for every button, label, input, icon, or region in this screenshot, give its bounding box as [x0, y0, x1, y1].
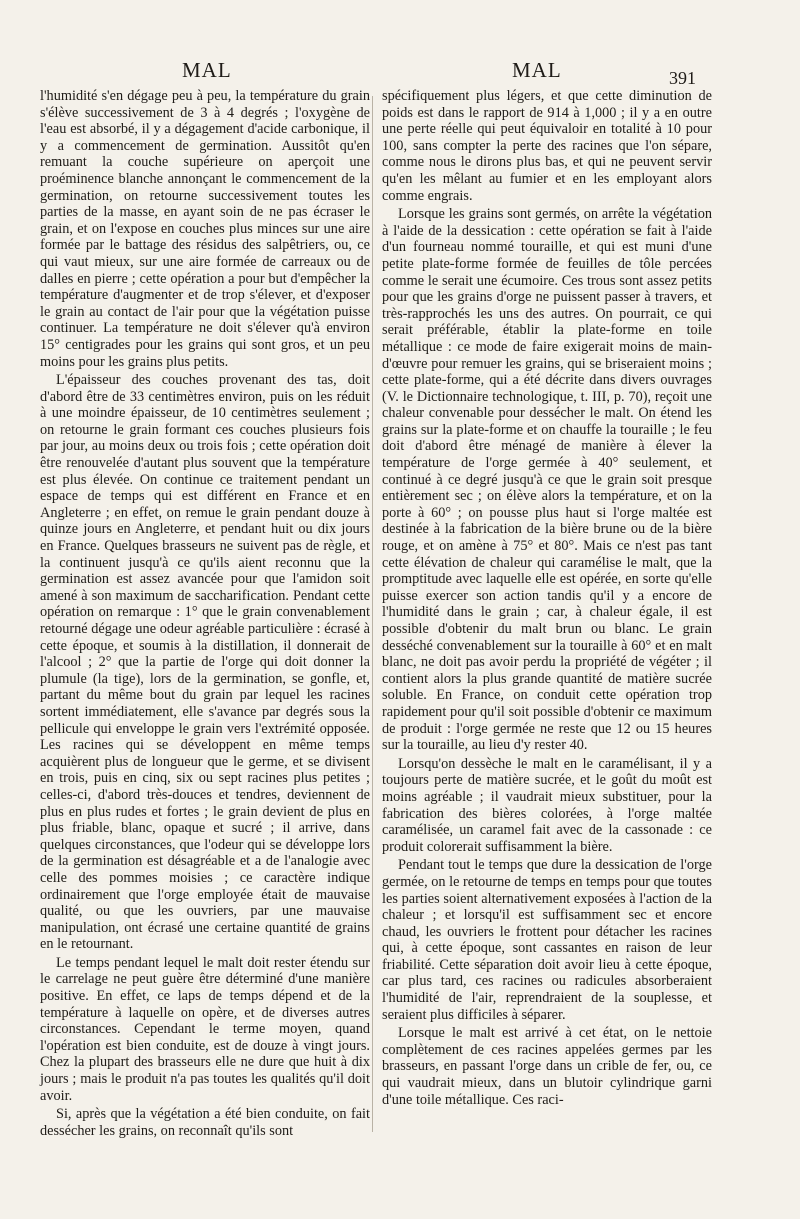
paragraph: Lorsqu'on dessèche le malt en le caramélisant, il y a toujours perte de matière sucrée, et le goût du moût est moins agréable ; il vaudrait mieux substituer, pour la fabrication des bières colorées, à l'orge maltée caramélisée, un caramel fait avec de la cassonade : ce produit colorerait suffisamment la bière. — [382, 755, 712, 855]
left-column — [40, 88, 370, 1139]
running-head-left: MAL — [182, 58, 232, 82]
paragraph: spécifiquement plus légers, et que cette diminution de poids est dans le rapport de 914 à 1,000 ; il y a en outre une perte réelle qui peut équivaloir en totalité à 10 pour 100, sans compter la perte des racines que l'on sépare, comme nous le dirons plus bas, et qui ne peuvent servir qu'en les mêlant au fumier et en les employant alors comme engrais. — [382, 88, 712, 204]
running-head-right: MAL — [512, 58, 562, 82]
paragraph: Le temps pendant lequel le malt doit rester étendu sur le carrelage ne peut guère être déterminé d'une manière positive. En effet, ce laps de temps dépend et de la température à laquelle on opère, et de diverses autres circonstances. Cependant le terme moyen, quand l'opération est bien conduite, est de douze à vingt jours. Chez la plupart des brasseurs elle ne dure que huit à dix jours ; mais le produit n'a pas toutes les qualités qu'il doit avoir. — [40, 954, 370, 1104]
paragraph: L'épaisseur des couches provenant des tas, doit d'abord être de 33 centimètres environ, puis on les réduit à une moindre épaisseur, de 10 centimètres seulement ; on retourne le grain formant ces couches plusieurs fois par jour, au moins deux ou trois fois ; cette opération doit être renouvelée d'autant plus souvent que la température est plus élevée. On continue ce traitement pendant un espace de temps qui est différent en France et en Angleterre ; en effet, on remue le grain pendant douze à quinze jours en Angleterre, et pendant huit ou dix jours en France. Quelques brasseurs ne suivent pas de règle, et la continuent jusqu'à ce qu'ils aient reconnu que la germination est assez avancée pour que l'amidon soit amené à son maximum de saccharification. Pendant cette opération on remarque : 1° que le grain convenablement retourné dégage une odeur agréable particulière : écrasé à cette époque, et soumis à la distillation, il donnerait de l'alcool ; 2° que la partie de l'orge qui doit donner la plumule (la tige), lors de la germination, se gonfle, et, partant du même bout du grain par lequel les racines sortent immédiatement, elle s'avance par degrés sous la pellicule qui enveloppe le grain vers l'extrémité opposée. Les racines qui se développent en même temps acquièrent plus de longueur que le germe, et se divisent en trois, puis en cinq, six ou sept racines plus petites ; celles-ci, d'abord très-douces et tendres, deviennent de plus en plus rudes et fortes ; le grain devient de plus en plus friable, blanc, opaque et sucré ; il arrive, dans quelques circonstances, que l'odeur qui se développe lors de la germination est désagréable et a de l'analogie avec celle des pommes moisies ; ce caractère indique ordinairement que l'orge employée était de mauvaise qualité, ou que les ouvriers, par une mauvaise manipulation, ont écrasé une certaine quantité de grains en le retournant. — [40, 372, 370, 953]
paragraph: Lorsque les grains sont germés, on arrête la végétation à l'aide de la dessication : cette opération se fait à l'aide d'un fourneau nommé touraille, et qui est muni d'une petite plate-forme formée de feuilles de tôle percées comme le serait une écumoire. Ces trous sont assez petits pour que les grains d'orge ne puissent passer à travers, et très-rapprochés les uns des autres. On pourrait, ce qui serait préférable, établir la plate-forme en toile métallique : ce mode de faire exigerait moins de main-d'œuvre pour remuer les grains, qui se briseraient moins ; cette plate-forme, qui a été décrite dans divers ouvrages (V. le Dictionnaire technologique, t. III, p. 70), reçoit une chaleur convenable pour dessécher le malt. On étend les grains sur la plate-forme et on chauffe la touraille ; le feu doit d'abord être ménagé de manière à élever la température de l'orge germée à 40° seulement, et continué à ce degré jusqu'à ce que le grain soit presque entièrement sec ; on élève alors la température, et on la porte à 60° ; on pousse plus haut si l'orge maltée est destinée à la fabrication de la bière brune ou de la bière rouge, et on amène à 75° et 80°. Mais ce n'est pas tant cette élévation de chaleur qui caramélise le malt, que la promptitude avec laquelle elle est opérée, en sorte qu'elle puisse exercer son action tandis qu'il y a encore de l'humidité dans le grain ; car, à chaleur égale, il est possible d'obtenir du malt brun ou blanc. Le grain desséché convenablement sur la touraille à 60° et en malt blanc, ne doit pas avoir perdu la propriété de végéter ; il contient alors la plus grande quantité de matière sucrée soluble. En France, on conduit cette opération trop rapidement pour qu'il soit possible d'obtenir ce maximum de produit : l'orge germée ne reste que 12 ou 15 heures sur la touraille, au lieu d'y rester 40. — [382, 206, 712, 754]
page-number: 391 — [669, 68, 696, 88]
column-divider — [372, 96, 373, 1132]
right-column — [382, 88, 712, 1108]
paragraph: Pendant tout le temps que dure la dessication de l'orge germée, on le retourne de temps en temps pour que toutes les parties soient alternativement exposées à l'action de la chaleur ; et lorsqu'il est suffisamment sec et encore chaud, les ouvriers le frottent pour détacher les racines qui, à cette époque, sont cassantes en raison de leur friabilité. Cette séparation doit avoir lieu à cette époque, car plus tard, ces racines ou radicules absorberaient l'humidité de l'air, reprendraient de la souplesse, et seraient plus difficiles à séparer. — [382, 857, 712, 1023]
paragraph: Lorsque le malt est arrivé à cet état, on le nettoie complètement de ces racines appelées germes par les brasseurs, en passant l'orge dans un crible de fer, ou, ce qui vaudrait mieux, dans un blutoir cylindrique garni d'une toile métallique. Ces raci- — [382, 1025, 712, 1108]
paragraph: Si, après que la végétation a été bien conduite, on fait dessécher les grains, on reconnaît qu'ils sont — [40, 1106, 370, 1139]
paragraph: l'humidité s'en dégage peu à peu, la température du grain s'élève successivement de 3 à 4 degrés ; l'oxygène de l'eau est absorbé, il y a dégagement d'acide carbonique, il y a commencement de germination. Aussitôt qu'en remuant la couche supérieure on aperçoit une proéminence blanche annonçant le commencement de la germination, on retourne successivement toutes les parties de la masse, en ayant soin de ne pas écraser le grain, et on l'expose en couches plus minces sur une aire formée par le battage des résidus des salpêtriers, ou, ce qui vaut mieux, sur une aire formée de carreaux ou de dalles en pierre ; cette opération a pour but d'empêcher la température d'augmenter et de trop s'élever, et d'exposer le grain au contact de l'air pour que la végétation puisse continuer. La température ne doit s'élever qu'à environ 15° centigrades pour les grains qui sont gros, et un peu moins pour les grains plus petits. — [40, 88, 370, 370]
